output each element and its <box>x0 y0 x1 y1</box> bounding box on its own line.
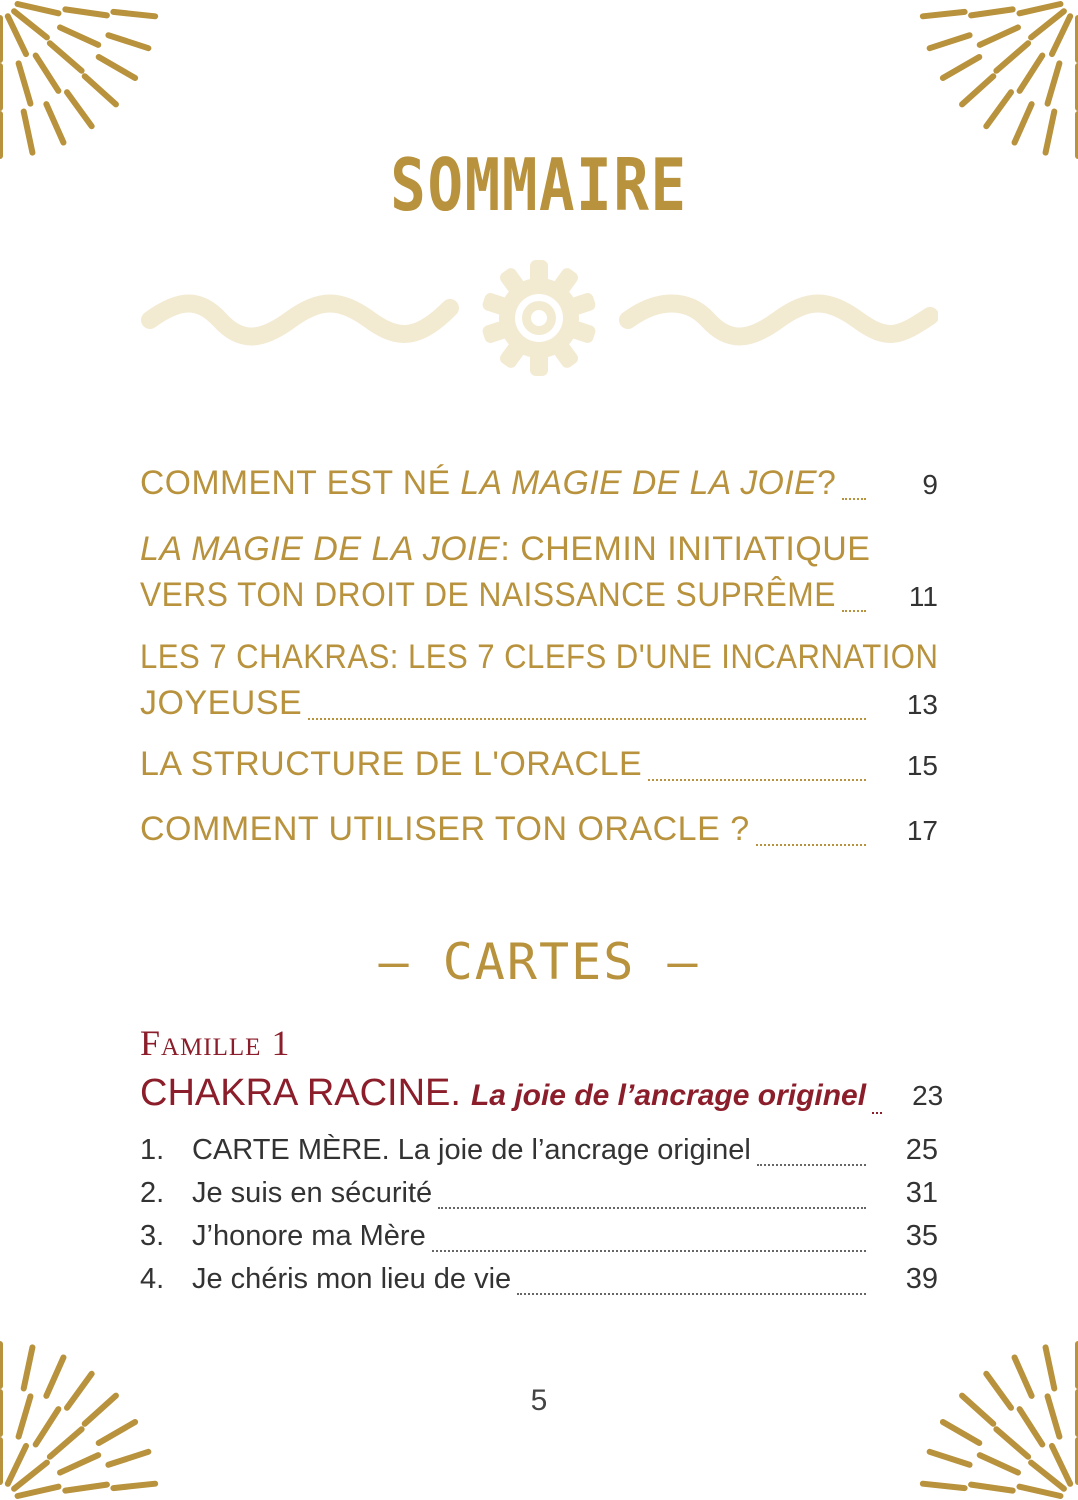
toc-title-text: VERS TON DROIT DE NAISSANCE SUPRÊME <box>140 576 836 614</box>
sunburst-ray <box>65 9 107 15</box>
chakra-name: CHAKRA RACINE. <box>140 1072 461 1114</box>
page-title: SOMMAIRE <box>390 143 688 227</box>
card-entry[interactable] <box>140 1220 938 1262</box>
page-ref: 11 <box>908 581 938 612</box>
sunburst-ray <box>1015 104 1032 142</box>
sunburst-ray <box>46 104 63 142</box>
sunburst-ray <box>923 1484 965 1488</box>
sunburst-ray <box>50 43 82 71</box>
sunburst-ray <box>930 1452 970 1465</box>
toc-title-text: COMMENT UTILISER TON ORACLE ? <box>140 810 750 848</box>
sunburst-ray <box>930 35 970 48</box>
famille-label: Famille 1 <box>140 1023 291 1063</box>
sunburst-ray <box>1048 63 1060 103</box>
page-ref: 31 <box>905 1177 938 1209</box>
sunburst-ray <box>99 57 135 78</box>
wave-sun-ornament-icon <box>140 258 938 378</box>
toc-line <box>140 530 938 576</box>
sunburst-ray <box>108 35 148 48</box>
card-entry[interactable] <box>140 1177 938 1219</box>
card-number: 3. <box>140 1220 165 1252</box>
toc-title-italic: LA MAGIE DE LA JOIE <box>460 464 818 502</box>
dot-leader <box>517 1292 866 1295</box>
page-ref: 9 <box>922 469 938 500</box>
toc-line <box>140 638 938 684</box>
toc-title-tail: : CHEMIN INITIATIQUE <box>500 530 871 568</box>
page-ref: 35 <box>905 1220 938 1252</box>
toc-title <box>140 638 939 677</box>
sunburst-ray <box>24 1347 33 1388</box>
sunburst-ray <box>980 1455 1018 1472</box>
card-label: Je suis en sécurité <box>192 1177 433 1209</box>
toc-line <box>140 810 938 856</box>
sunburst-ray <box>99 1422 135 1443</box>
dot-leader <box>648 778 866 781</box>
sun-ray <box>530 352 548 376</box>
sunburst-ray <box>65 1485 107 1491</box>
sunburst-ray <box>1020 4 1061 13</box>
toc-title-tail: ? <box>817 464 837 502</box>
page-number: 5 <box>530 1384 548 1417</box>
sunburst-ray <box>1020 1487 1061 1496</box>
page-ref: 13 <box>906 689 938 720</box>
sunburst-corner-bottom-left-icon <box>0 1340 160 1500</box>
toc-title-text: JOYEUSE <box>140 684 303 722</box>
sunburst-ray <box>1020 56 1043 91</box>
sunburst-ray <box>1046 112 1055 153</box>
sunburst-ray <box>67 92 92 126</box>
dot-leader <box>432 1249 866 1252</box>
toc-entry[interactable] <box>140 464 938 510</box>
page-ref: 39 <box>905 1263 938 1295</box>
card-label: CARTE MÈRE. La joie de l’ancrage originel <box>192 1134 751 1166</box>
chakra-entry[interactable] <box>140 1072 944 1124</box>
card-number: 2. <box>140 1177 165 1209</box>
cartes-heading: – CARTES – <box>378 933 700 991</box>
sunburst-ray <box>113 1484 155 1488</box>
dot-leader <box>756 843 866 846</box>
sunburst-ray <box>943 1422 979 1443</box>
sunburst-ray <box>36 56 59 91</box>
toc-title <box>140 745 642 784</box>
toc-entry[interactable] <box>140 638 938 730</box>
toc-title <box>140 576 836 615</box>
toc-title-italic: LA MAGIE DE LA JOIE <box>140 530 501 568</box>
sunburst-ray <box>971 1485 1013 1491</box>
sunburst-ray <box>108 1452 148 1465</box>
dot-leader <box>438 1206 866 1209</box>
sunburst-ray <box>971 9 1013 15</box>
page-ref: 15 <box>906 750 938 781</box>
sunburst-ray <box>60 27 98 44</box>
dot-leader <box>872 1111 882 1114</box>
card-entry[interactable] <box>140 1134 938 1176</box>
card-label: J’honore ma Mère <box>192 1220 426 1252</box>
sunburst-ray <box>980 27 1018 44</box>
sunburst-ray <box>962 76 993 104</box>
toc-title-text: LES 7 CHAKRAS: LES 7 CLEFS D'UNE INCARNATION <box>140 638 939 676</box>
toc-title <box>140 530 870 569</box>
card-number: 1. <box>140 1134 165 1166</box>
sunburst-ray <box>85 76 116 104</box>
card-number: 4. <box>140 1263 165 1295</box>
dot-leader <box>757 1163 866 1166</box>
sunburst-ray <box>50 1429 82 1457</box>
toc-entry[interactable] <box>140 745 938 791</box>
toc-entry[interactable] <box>140 530 938 622</box>
toc-title <box>140 684 302 723</box>
page-ref: 25 <box>905 1134 938 1166</box>
toc-title <box>140 810 750 849</box>
sunburst-ray <box>60 1455 98 1472</box>
dot-leader <box>842 497 866 500</box>
sunburst-corner-bottom-right-icon <box>918 1340 1078 1500</box>
sunburst-corner-top-right-icon <box>918 0 1078 160</box>
sunburst-ray <box>18 1487 59 1496</box>
sunburst-ray <box>18 4 59 13</box>
toc-title-text: LA STRUCTURE DE L'ORACLE <box>140 745 643 783</box>
sunburst-ray <box>996 1429 1028 1457</box>
card-entry[interactable] <box>140 1263 938 1305</box>
card-label: Je chéris mon lieu de vie <box>192 1263 512 1295</box>
sunburst-ray <box>943 57 979 78</box>
toc-title-text: COMMENT EST NÉ <box>140 464 461 502</box>
toc-entry[interactable] <box>140 810 938 856</box>
sunburst-ray <box>996 43 1028 71</box>
dot-leader <box>842 609 866 612</box>
sunburst-ray <box>923 12 965 16</box>
dot-leader <box>308 717 866 720</box>
page-ref: 23 <box>912 1080 944 1111</box>
toc-line <box>140 684 938 730</box>
sun-ray <box>530 260 548 284</box>
sunburst-ray <box>1046 1347 1055 1388</box>
sunburst-ray <box>986 92 1011 126</box>
toc-line <box>140 576 938 622</box>
sunburst-ray <box>19 63 31 103</box>
sunburst-corner-top-left-icon <box>0 0 160 160</box>
chakra-subtitle: La joie de l’ancrage originel <box>470 1079 867 1112</box>
toc-title <box>140 464 837 503</box>
sunburst-ray <box>24 112 33 153</box>
page-ref: 17 <box>906 815 938 846</box>
sunburst-ray <box>113 12 155 16</box>
toc-line <box>140 745 938 791</box>
toc-line <box>140 464 938 510</box>
